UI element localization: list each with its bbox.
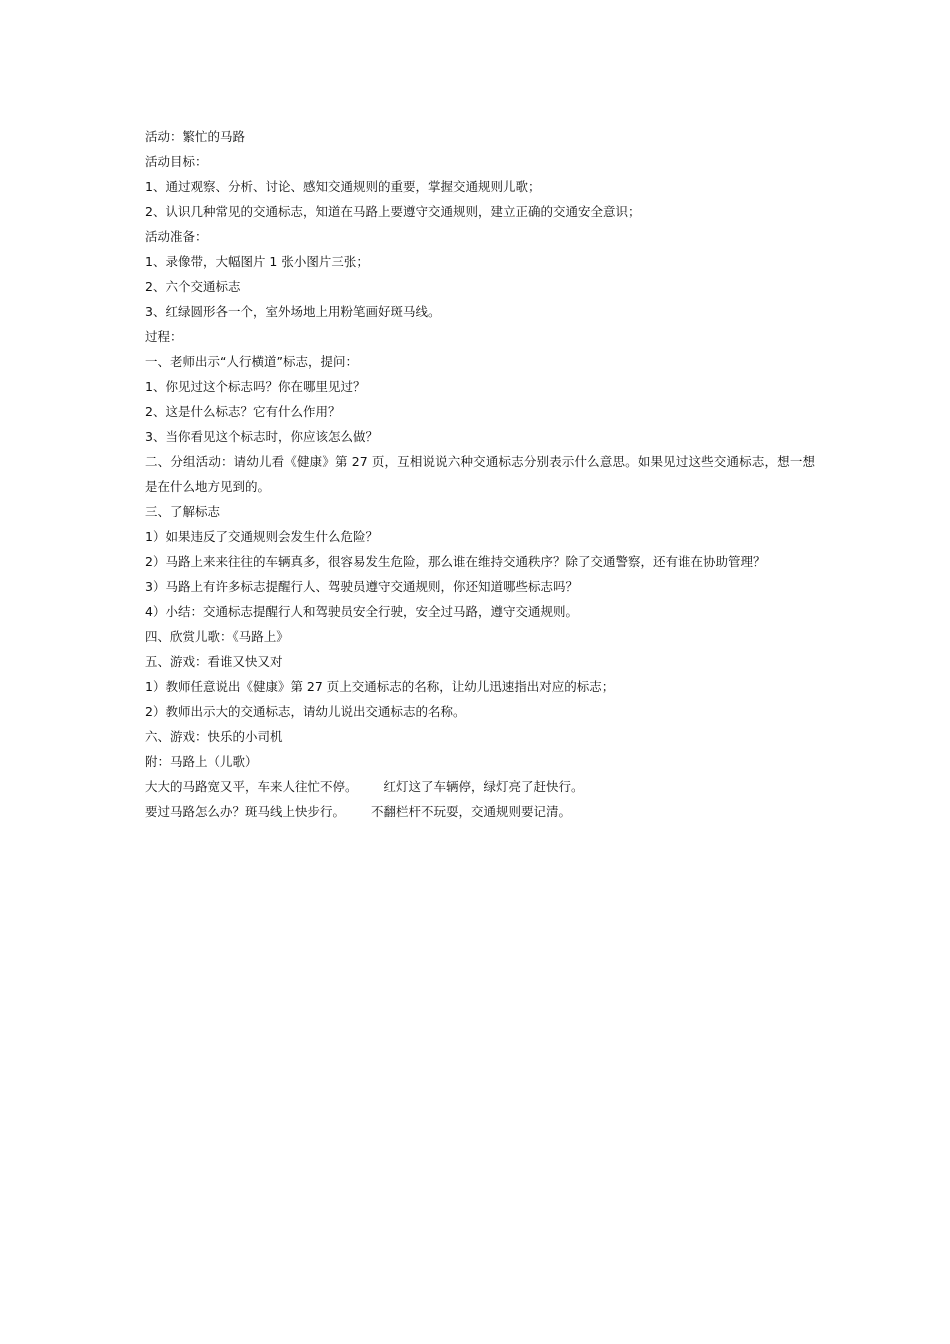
step4-line: 四、欣赏儿歌：《马路上》 (145, 629, 289, 644)
poem-half: 红灯这了车辆停，绿灯亮了赶快行。 (383, 779, 584, 794)
step3-item: 3）马路上有许多标志提醒行人、驾驶员遵守交通规则，你还知道哪些标志吗？ (145, 579, 578, 594)
goal-heading: 活动目标： (145, 154, 208, 169)
prep-item: 2、六个交通标志 (145, 279, 241, 294)
step2-paragraph: 二、分组活动：请幼儿看《健康》第 27 页，互相说说六种交通标志分别表示什么意思。如果见过这些交通标志，想一想是在什么地方见到的。 (145, 454, 815, 494)
prep-item: 3、红绿圆形各一个，室外场地上用粉笔画好斑马线。 (145, 304, 441, 319)
appendix-heading: 附：马路上（儿歌） (145, 754, 258, 769)
activity-title: 活动：繁忙的马路 (145, 129, 246, 144)
document-body (145, 124, 815, 824)
step6-line: 六、游戏：快乐的小司机 (145, 729, 283, 744)
prep-item: 1、录像带，大幅图片 1 张小图片三张； (145, 254, 369, 269)
prep-heading: 活动准备： (145, 229, 208, 244)
step5-item: 1）教师任意说出《健康》第 27 页上交通标志的名称，让幼儿迅速指出对应的标志； (145, 679, 615, 694)
goal-item: 1、通过观察、分析、讨论、感知交通规则的重要，掌握交通规则儿歌； (145, 179, 541, 194)
step5-item: 2）教师出示大的交通标志，请幼儿说出交通标志的名称。 (145, 704, 466, 719)
step1-item: 1、你见过这个标志吗？你在哪里见过？ (145, 379, 366, 394)
step5-heading: 五、游戏：看谁又快又对 (145, 654, 283, 669)
poem-half: 大大的马路宽又平，车来人往忙不停。 (145, 779, 358, 794)
poem-line (145, 774, 815, 799)
poem-half: 不翻栏杆不玩耍，交通规则要记清。 (371, 804, 572, 819)
step3-item: 1）如果违反了交通规则会发生什么危险？ (145, 529, 378, 544)
step1-item: 2、这是什么标志？它有什么作用？ (145, 404, 341, 419)
step3-item: 2）马路上来来往往的车辆真多，很容易发生危险，那么谁在维持交通秩序？除了交通警察，还有谁在协助管理？ (145, 554, 766, 569)
poem-line (145, 799, 815, 824)
step3-heading: 三、了解标志 (145, 504, 221, 519)
step1-item: 3、当你看见这个标志时，你应该怎么做？ (145, 429, 378, 444)
goal-item: 2、认识几种常见的交通标志，知道在马路上要遵守交通规则，建立正确的交通安全意识； (145, 204, 641, 219)
step3-item: 4）小结：交通标志提醒行人和驾驶员安全行驶，安全过马路，遵守交通规则。 (145, 604, 578, 619)
step1-heading: 一、老师出示“人行横道”标志，提问： (145, 354, 358, 369)
poem-half: 要过马路怎么办？斑马线上快步行。 (145, 804, 346, 819)
process-heading: 过程： (145, 329, 183, 344)
